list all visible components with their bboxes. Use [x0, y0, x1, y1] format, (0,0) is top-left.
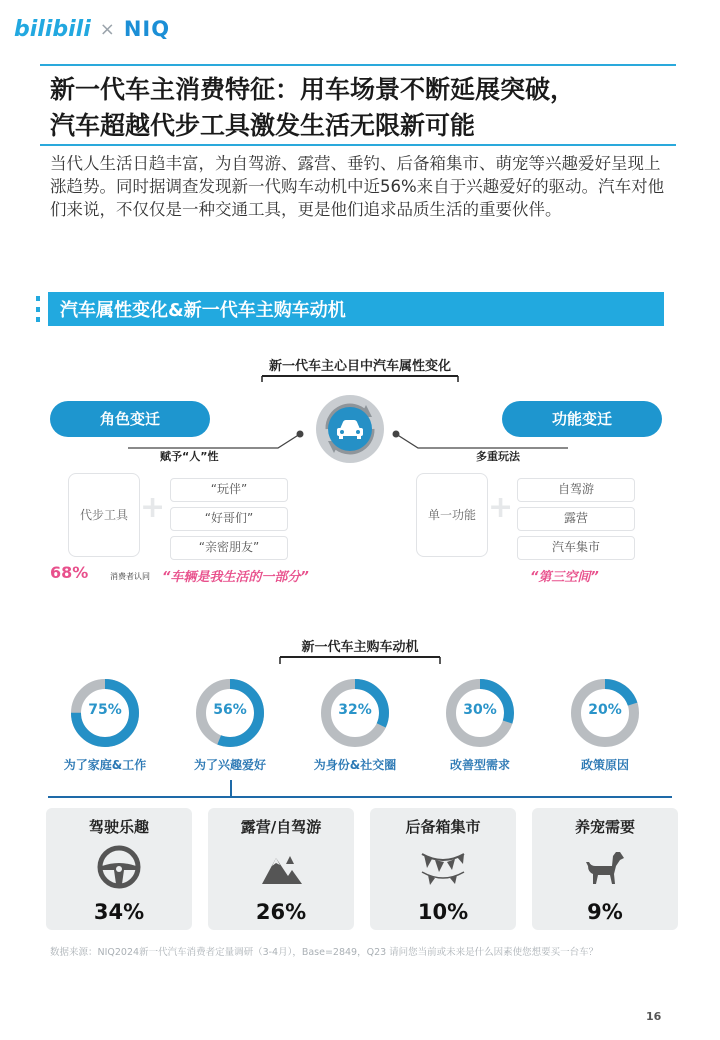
plus-icon-right: +	[488, 490, 514, 525]
donut-chart	[570, 678, 640, 748]
donut-percent: 30%	[463, 702, 497, 718]
donut-label: 为了兴趣爱好	[193, 758, 266, 772]
donut-chart	[195, 678, 265, 748]
donut-percent: 20%	[588, 702, 622, 718]
divider-pointer	[230, 780, 232, 796]
donut-chart	[445, 678, 515, 748]
left-option-3: “亲密朋友”	[170, 536, 288, 560]
card-pct: 26%	[255, 900, 307, 924]
right-option-3: 汽车集市	[517, 536, 635, 560]
donut-chart	[70, 678, 140, 748]
left-option-1: “玩伴”	[170, 478, 288, 502]
plus-icon-left: +	[140, 490, 166, 525]
donut-percent: 75%	[88, 702, 122, 718]
donut-chart	[320, 678, 390, 748]
motives-title: 新一代车主购车动机	[301, 640, 419, 655]
title-line-2: 汽车超越代步工具激发生活无限新可能	[50, 111, 476, 140]
card-pet-needs	[532, 808, 678, 930]
right-quote: “第三空间”	[530, 570, 599, 585]
donut-label: 政策原因	[580, 758, 629, 772]
section-divider	[48, 796, 672, 798]
left-quote: “车辆是我生活的一部分”	[162, 570, 309, 585]
donut-label: 为身份&社交圈	[313, 758, 397, 772]
niq-logo: NIQ	[123, 17, 171, 41]
function-change-pill: 功能变迁	[502, 401, 662, 437]
donut-percent: 32%	[338, 702, 372, 718]
section-banner-title: 汽车属性变化&新一代车主购车动机	[60, 300, 346, 321]
commute-tool-card: 代步工具	[68, 473, 140, 557]
card-pct: 34%	[93, 900, 145, 924]
card-driving-fun	[46, 808, 192, 930]
left-option-2: “好哥们”	[170, 507, 288, 531]
title-line-1: 新一代车主消费特征：用车场景不断延展突破，	[50, 75, 576, 104]
card-camping	[208, 808, 354, 930]
mountain-icon	[258, 844, 304, 890]
card-title: 露营/自驾游	[240, 818, 322, 836]
dog-icon	[582, 844, 628, 890]
donut-percent: 56%	[213, 702, 247, 718]
right-option-2: 露营	[517, 507, 635, 531]
consumer-agree-pct: 68%	[50, 563, 89, 582]
card-title: 驾驶乐趣	[88, 818, 149, 836]
steering-wheel-icon	[96, 844, 142, 890]
data-source: 数据来源：NIQ2024新一代汽车消费者定量调研（3-4月），Base=2849，Q23 请问您当前或未来是什么因素使您想要买一台车？	[50, 947, 599, 958]
consumer-agree-label: 消费者认同	[110, 572, 150, 581]
card-trunk-market	[370, 808, 516, 930]
card-title: 后备箱集市	[405, 818, 481, 836]
card-pct: 10%	[417, 900, 469, 924]
role-change-pill: 角色变迁	[50, 401, 210, 437]
right-caption: 多重玩法	[476, 450, 520, 463]
single-function-card: 单一功能	[416, 473, 488, 557]
page-number: 16	[646, 1010, 662, 1023]
card-pct: 9%	[587, 900, 623, 924]
right-option-1: 自驾游	[517, 478, 635, 502]
donut-label: 为了家庭&工作	[63, 758, 147, 772]
card-title: 养宠需要	[574, 818, 635, 836]
bilibili-logo: bilibili	[14, 16, 91, 42]
left-caption: 赋予“人”性	[160, 450, 219, 463]
logo-separator: ×	[99, 18, 115, 40]
attributes-title: 新一代车主心目中汽车属性变化	[268, 359, 451, 374]
donut-label: 改善型需求	[449, 758, 510, 772]
intro-paragraph: 当代人生活日趋丰富，为自驾游、露营、垂钓、后备箱集市、萌宠等兴趣爱好呈现上涨趋势。同时据调查发现新一代购车动机中近56%来自于兴趣爱好的驱动。汽车对他们来说，不仅仅是一种交通工具，更是他们追求品质生活的重要伙伴。	[50, 154, 665, 219]
bunting-flags-icon	[420, 844, 466, 890]
